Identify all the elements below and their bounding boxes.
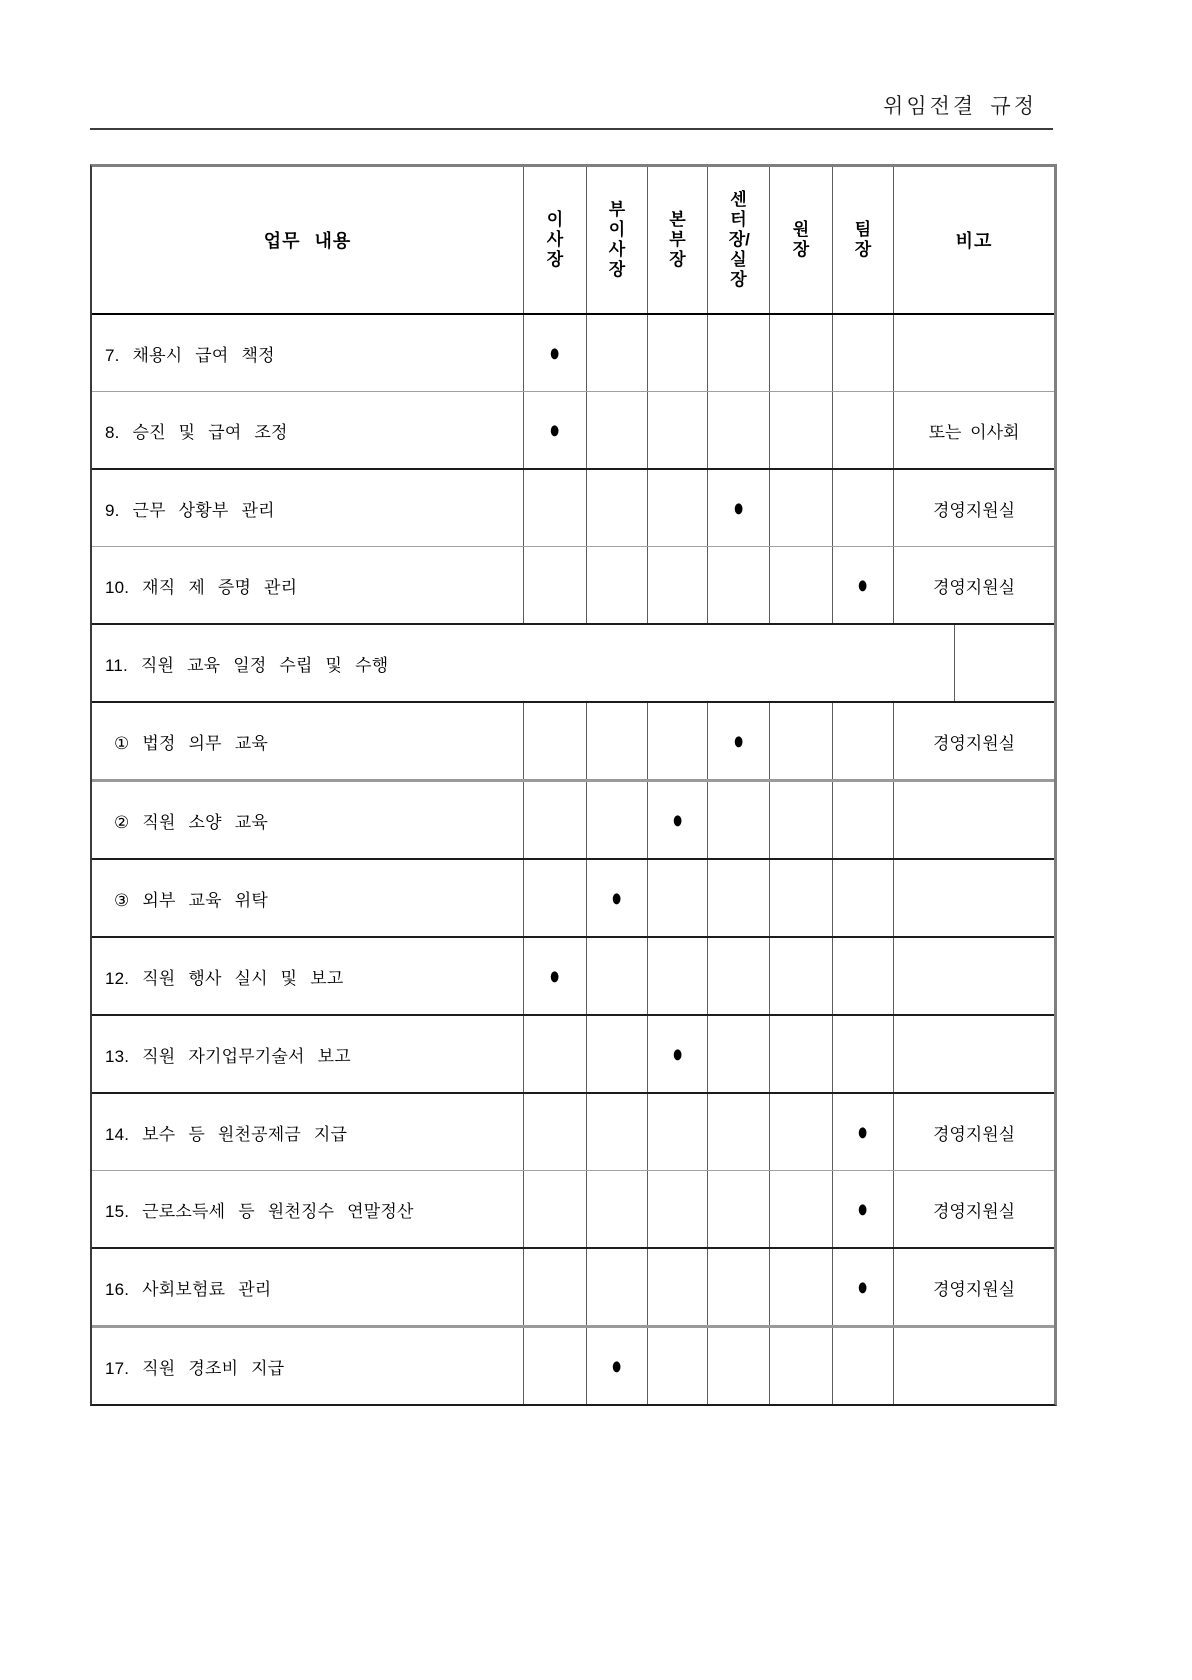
approval-cell	[647, 1016, 707, 1092]
approval-cell	[647, 703, 707, 779]
approval-cell	[647, 315, 707, 391]
col-header-division-head: 본부장	[647, 167, 707, 313]
task-cell: 14. 보수 등 원천공제금 지급	[105, 1124, 348, 1144]
approval-dot: ●	[549, 338, 561, 368]
table-row	[92, 938, 1054, 1016]
approval-cell	[523, 470, 586, 546]
approval-dot: ●	[857, 1117, 869, 1147]
col-header-chairman: 이사장	[523, 167, 586, 313]
col-header-team-leader: 팀장	[832, 167, 893, 313]
approval-cell	[707, 1249, 769, 1325]
approval-cell	[586, 470, 647, 546]
approval-cell	[769, 1328, 832, 1404]
approval-cell	[769, 315, 832, 391]
task-cell: 10. 재직 제 증명 관리	[105, 577, 298, 597]
remark-cell: 경영지원실	[893, 1171, 1054, 1247]
remark-cell	[893, 938, 1054, 1014]
approval-cell	[832, 547, 893, 623]
approval-cell	[769, 1094, 832, 1170]
approval-cell	[647, 470, 707, 546]
task-cell: 9. 근무 상황부 관리	[105, 500, 275, 520]
task-cell: 11. 직원 교육 일정 수립 및 수행	[105, 655, 389, 675]
task-cell: 8. 승진 및 급여 조정	[105, 422, 288, 442]
approval-dot: ●	[611, 1351, 623, 1381]
col-header-center-head: 센터장/실장	[707, 167, 769, 313]
remark-cell	[893, 782, 1054, 858]
approval-cell	[586, 392, 647, 468]
table-row	[92, 1016, 1054, 1094]
table-row	[92, 782, 1054, 860]
approval-cell	[586, 1249, 647, 1325]
approval-cell	[832, 938, 893, 1014]
approval-cell	[647, 938, 707, 1014]
remark-cell: 경영지원실	[893, 1249, 1054, 1325]
approval-cell	[769, 1171, 832, 1247]
task-cell: 13. 직원 자기업무기술서 보고	[105, 1046, 351, 1066]
approval-cell	[523, 1016, 586, 1092]
approval-cell	[523, 782, 586, 858]
approval-dot: ●	[549, 415, 561, 445]
approval-cell	[707, 938, 769, 1014]
page-header	[90, 0, 1053, 130]
remark-cell: 경영지원실	[893, 1094, 1054, 1170]
approval-cell	[523, 1171, 586, 1247]
approval-cell	[832, 1094, 893, 1170]
task-cell: ③ 외부 교육 위탁	[114, 890, 268, 910]
approval-cell	[769, 1249, 832, 1325]
approval-cell	[832, 1171, 893, 1247]
approval-cell	[523, 1094, 586, 1170]
table-row	[92, 1171, 1054, 1249]
approval-cell	[707, 703, 769, 779]
approval-dot: ●	[549, 961, 561, 991]
task-cell: 7. 채용시 급여 책정	[105, 345, 275, 365]
task-cell: 12. 직원 행사 실시 및 보고	[105, 968, 344, 988]
approval-cell	[647, 547, 707, 623]
table-row	[92, 703, 1054, 782]
approval-cell	[769, 938, 832, 1014]
approval-cell	[832, 1249, 893, 1325]
approval-cell	[707, 1094, 769, 1170]
approval-dot: ●	[611, 883, 623, 913]
approval-cell	[832, 782, 893, 858]
approval-dot: ●	[672, 1039, 683, 1069]
approval-cell	[832, 315, 893, 391]
approval-cell	[586, 1171, 647, 1247]
task-cell: ② 직원 소양 교육	[114, 812, 268, 832]
approval-cell	[647, 782, 707, 858]
approval-cell	[586, 1328, 647, 1404]
approval-cell	[707, 782, 769, 858]
approval-cell	[832, 392, 893, 468]
approval-cell	[769, 547, 832, 623]
table-row	[92, 1328, 1054, 1404]
table-row	[92, 470, 1054, 547]
approval-cell	[707, 547, 769, 623]
approval-cell	[832, 470, 893, 546]
approval-cell	[647, 860, 707, 936]
approval-dot: ●	[857, 1194, 869, 1224]
approval-cell	[523, 1328, 586, 1404]
approval-cell	[769, 782, 832, 858]
task-cell: 15. 근로소득세 등 원천징수 연말정산	[105, 1201, 414, 1221]
task-cell: ① 법정 의무 교육	[114, 733, 268, 753]
approval-cell	[523, 392, 586, 468]
table-row	[92, 860, 1054, 938]
approval-cell	[832, 860, 893, 936]
approval-cell	[707, 1328, 769, 1404]
approval-cell	[832, 703, 893, 779]
approval-cell	[647, 1171, 707, 1247]
remark-cell: 경영지원실	[893, 470, 1054, 546]
header-rule	[90, 128, 1053, 130]
task-cell: 17. 직원 경조비 지급	[105, 1358, 285, 1378]
approval-cell	[523, 1249, 586, 1325]
remark-cell: 경영지원실	[893, 547, 1054, 623]
approval-dot: ●	[857, 1272, 869, 1302]
remark-cell	[954, 625, 1054, 701]
approval-cell	[523, 547, 586, 623]
approval-cell	[586, 703, 647, 779]
approval-dot: ●	[672, 805, 683, 835]
approval-dot: ●	[733, 726, 744, 756]
remark-cell	[893, 860, 1054, 936]
approval-cell	[707, 1016, 769, 1092]
approval-cell	[586, 1016, 647, 1092]
approval-cell	[586, 547, 647, 623]
page-title: 위임전결 규정	[883, 94, 1037, 118]
remark-cell	[893, 315, 1054, 391]
approval-cell	[523, 860, 586, 936]
approval-table	[90, 164, 1057, 1406]
approval-dot: ●	[733, 493, 744, 523]
approval-cell	[832, 1016, 893, 1092]
col-header-director: 원장	[769, 167, 832, 313]
approval-cell	[586, 315, 647, 391]
table-row	[92, 1249, 1054, 1328]
col-header-remark: 비고	[893, 167, 1054, 313]
approval-cell	[523, 703, 586, 779]
approval-cell	[586, 938, 647, 1014]
remark-cell: 또는 이사회	[893, 392, 1054, 468]
approval-cell	[647, 1094, 707, 1170]
approval-cell	[586, 860, 647, 936]
remark-cell	[893, 1328, 1054, 1404]
col-header-vice-chairman: 부이사장	[586, 167, 647, 313]
approval-cell	[647, 1249, 707, 1325]
table-row	[92, 392, 1054, 470]
task-cell: 16. 사회보험료 관리	[105, 1279, 272, 1299]
approval-cell	[707, 1171, 769, 1247]
approval-cell	[647, 1328, 707, 1404]
approval-cell	[647, 392, 707, 468]
table-header-row	[92, 167, 1054, 315]
approval-cell	[769, 860, 832, 936]
approval-cell	[769, 1016, 832, 1092]
table-row	[92, 1094, 1054, 1171]
approval-cell	[707, 392, 769, 468]
approval-cell	[523, 938, 586, 1014]
approval-cell	[769, 703, 832, 779]
approval-cell	[707, 315, 769, 391]
table-row-merged	[92, 625, 1054, 703]
approval-cell	[523, 315, 586, 391]
approval-cell	[769, 470, 832, 546]
approval-cell	[832, 1328, 893, 1404]
approval-cell	[586, 1094, 647, 1170]
approval-dot: ●	[857, 570, 869, 600]
remark-cell	[893, 1016, 1054, 1092]
approval-cell	[586, 782, 647, 858]
approval-cell	[707, 470, 769, 546]
approval-cell	[707, 860, 769, 936]
table-row	[92, 547, 1054, 625]
col-header-task: 업무 내용	[263, 231, 352, 251]
table-row	[92, 315, 1054, 392]
approval-cell	[769, 392, 832, 468]
remark-cell: 경영지원실	[893, 703, 1054, 779]
